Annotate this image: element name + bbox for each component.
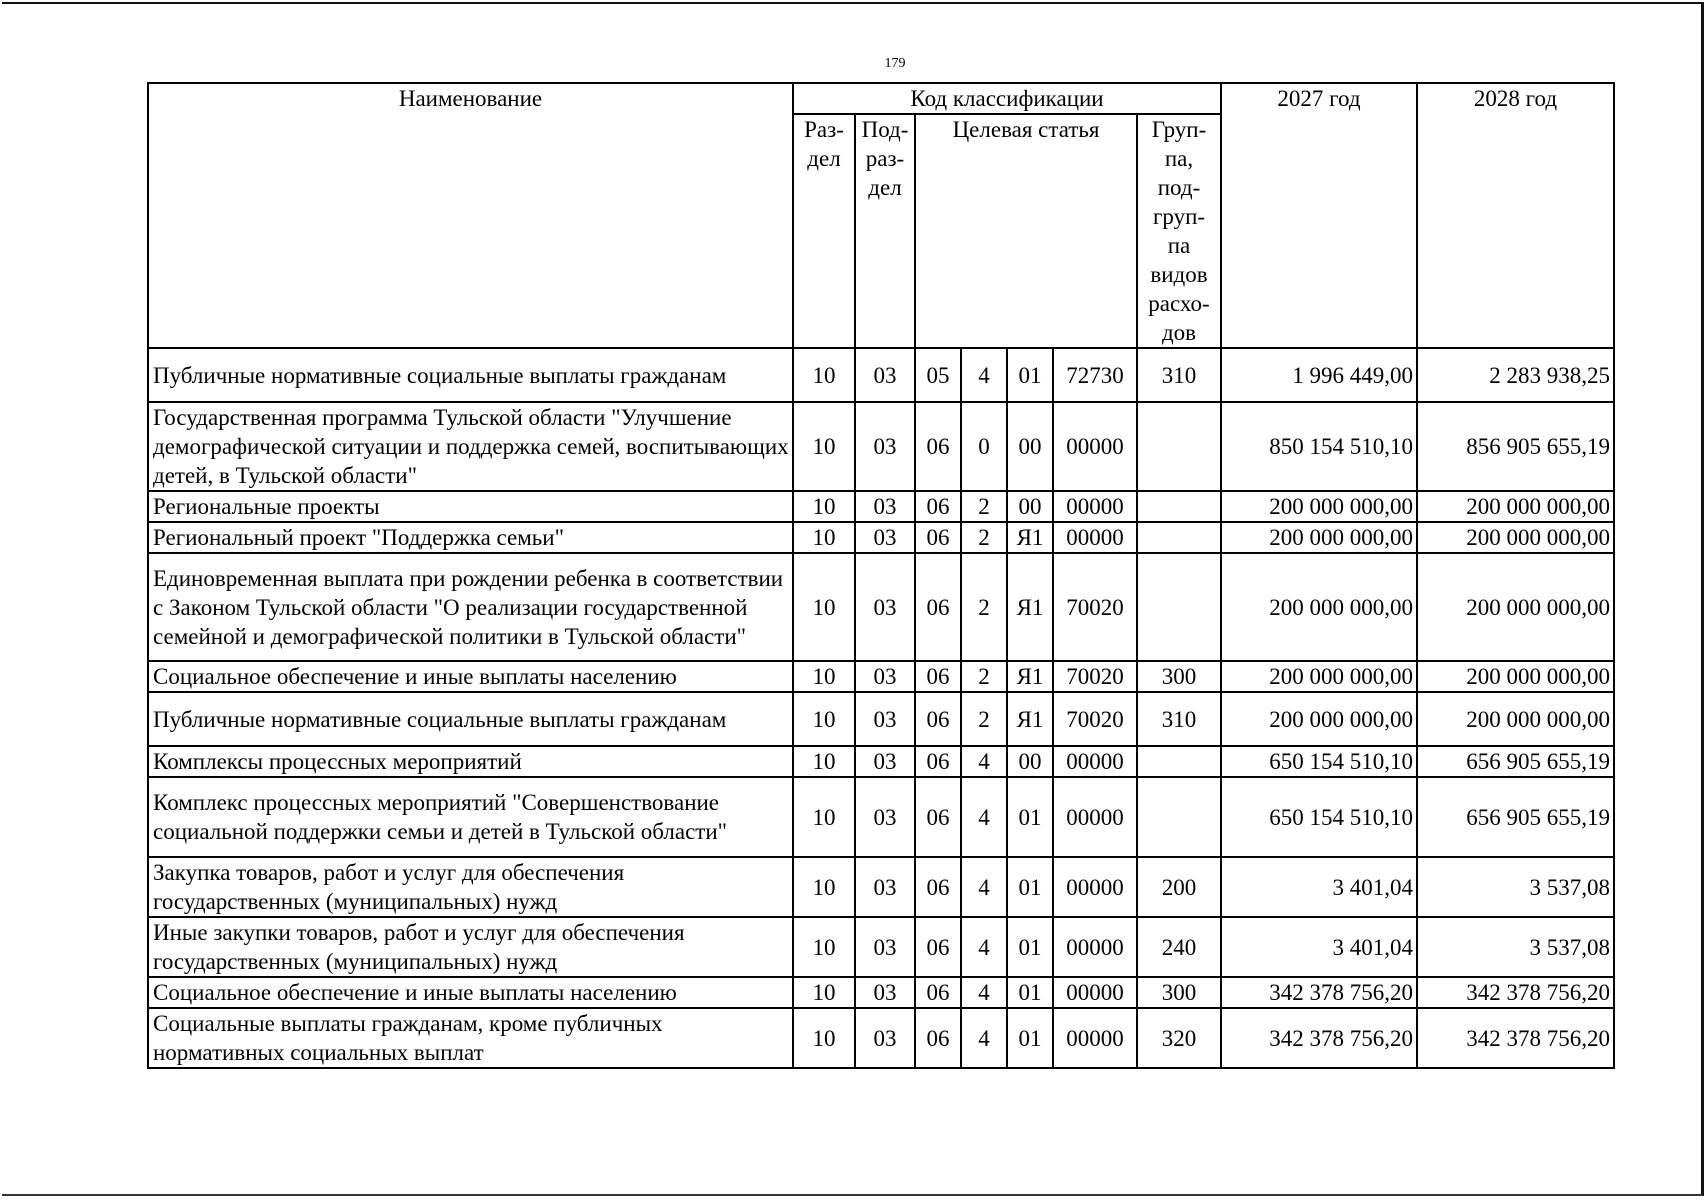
cell-razdel: 10 xyxy=(793,746,855,777)
cell-amount-2027: 342 378 756,20 xyxy=(1221,977,1417,1008)
cell-amount-2027: 650 154 510,10 xyxy=(1221,777,1417,857)
table-row xyxy=(148,857,1614,917)
cell-target-structural: 01 xyxy=(1007,977,1053,1008)
header-name: Наименование xyxy=(148,83,793,348)
cell-amount-2027: 1 996 449,00 xyxy=(1221,348,1417,402)
table-row xyxy=(148,692,1614,746)
row-name: Комплекс процессных мероприятий "Совершенствование социальной поддержки семьи и детей в Тульской области" xyxy=(148,777,793,857)
cell-razdel: 10 xyxy=(793,522,855,553)
cell-amount-2028: 200 000 000,00 xyxy=(1417,692,1614,746)
cell-amount-2027: 850 154 510,10 xyxy=(1221,402,1417,491)
row-name: Комплексы процессных мероприятий xyxy=(148,746,793,777)
cell-target-structural: 00 xyxy=(1007,491,1053,522)
table-row xyxy=(148,522,1614,553)
row-name: Социальное обеспечение и иные выплаты населению xyxy=(148,977,793,1008)
cell-target-direction: 00000 xyxy=(1053,917,1137,977)
cell-expense-group: 240 xyxy=(1137,917,1221,977)
row-name: Социальные выплаты гражданам, кроме публичных нормативных социальных выплат xyxy=(148,1008,793,1068)
cell-target-structural: Я1 xyxy=(1007,692,1053,746)
header-year-2028: 2028 год xyxy=(1417,83,1614,348)
cell-expense-group: 300 xyxy=(1137,977,1221,1008)
cell-target-program: 06 xyxy=(915,746,961,777)
cell-expense-group: 300 xyxy=(1137,661,1221,692)
cell-target-type: 4 xyxy=(961,746,1007,777)
cell-target-program: 05 xyxy=(915,348,961,402)
cell-target-structural: 01 xyxy=(1007,777,1053,857)
cell-podrazdel: 03 xyxy=(855,1008,915,1068)
header-year-2027: 2027 год xyxy=(1221,83,1417,348)
cell-target-direction: 00000 xyxy=(1053,402,1137,491)
cell-razdel: 10 xyxy=(793,661,855,692)
cell-amount-2027: 342 378 756,20 xyxy=(1221,1008,1417,1068)
cell-expense-group xyxy=(1137,522,1221,553)
table-row xyxy=(148,553,1614,661)
cell-target-structural: Я1 xyxy=(1007,553,1053,661)
cell-target-program: 06 xyxy=(915,491,961,522)
row-name: Публичные нормативные социальные выплаты гражданам xyxy=(148,692,793,746)
cell-amount-2027: 3 401,04 xyxy=(1221,857,1417,917)
table-row xyxy=(148,777,1614,857)
cell-target-structural: 00 xyxy=(1007,402,1053,491)
cell-razdel: 10 xyxy=(793,491,855,522)
cell-target-program: 06 xyxy=(915,1008,961,1068)
cell-amount-2028: 200 000 000,00 xyxy=(1417,553,1614,661)
cell-target-direction: 00000 xyxy=(1053,857,1137,917)
cell-amount-2028: 200 000 000,00 xyxy=(1417,661,1614,692)
cell-target-type: 2 xyxy=(961,522,1007,553)
cell-target-direction: 00000 xyxy=(1053,1008,1137,1068)
cell-target-structural: 01 xyxy=(1007,917,1053,977)
cell-amount-2028: 3 537,08 xyxy=(1417,857,1614,917)
row-name: Иные закупки товаров, работ и услуг для обеспечения государственных (муниципальных) нужд xyxy=(148,917,793,977)
cell-target-program: 06 xyxy=(915,857,961,917)
table-row xyxy=(148,491,1614,522)
cell-podrazdel: 03 xyxy=(855,746,915,777)
cell-target-direction: 00000 xyxy=(1053,522,1137,553)
row-name: Публичные нормативные социальные выплаты гражданам xyxy=(148,348,793,402)
header-row xyxy=(148,83,1614,114)
cell-target-program: 06 xyxy=(915,661,961,692)
cell-expense-group: 200 xyxy=(1137,857,1221,917)
cell-target-direction: 72730 xyxy=(1053,348,1137,402)
cell-razdel: 10 xyxy=(793,777,855,857)
cell-amount-2027: 200 000 000,00 xyxy=(1221,491,1417,522)
cell-amount-2027: 3 401,04 xyxy=(1221,917,1417,977)
row-name: Региональные проекты xyxy=(148,491,793,522)
cell-target-direction: 70020 xyxy=(1053,692,1137,746)
table-row xyxy=(148,1008,1614,1068)
cell-target-program: 06 xyxy=(915,522,961,553)
table-row xyxy=(148,348,1614,402)
cell-target-type: 4 xyxy=(961,917,1007,977)
table-row xyxy=(148,661,1614,692)
cell-target-program: 06 xyxy=(915,402,961,491)
cell-target-type: 4 xyxy=(961,857,1007,917)
cell-target-program: 06 xyxy=(915,777,961,857)
cell-target-direction: 70020 xyxy=(1053,661,1137,692)
cell-razdel: 10 xyxy=(793,553,855,661)
cell-amount-2027: 200 000 000,00 xyxy=(1221,522,1417,553)
cell-target-direction: 00000 xyxy=(1053,977,1137,1008)
cell-target-type: 2 xyxy=(961,692,1007,746)
cell-amount-2027: 200 000 000,00 xyxy=(1221,553,1417,661)
cell-razdel: 10 xyxy=(793,348,855,402)
table-row xyxy=(148,746,1614,777)
cell-amount-2028: 2 283 938,25 xyxy=(1417,348,1614,402)
cell-amount-2028: 856 905 655,19 xyxy=(1417,402,1614,491)
cell-expense-group: 320 xyxy=(1137,1008,1221,1068)
cell-podrazdel: 03 xyxy=(855,553,915,661)
cell-razdel: 10 xyxy=(793,692,855,746)
cell-amount-2028: 656 905 655,19 xyxy=(1417,746,1614,777)
cell-expense-group xyxy=(1137,777,1221,857)
cell-target-type: 4 xyxy=(961,977,1007,1008)
cell-razdel: 10 xyxy=(793,857,855,917)
cell-podrazdel: 03 xyxy=(855,692,915,746)
cell-amount-2027: 200 000 000,00 xyxy=(1221,692,1417,746)
table-row xyxy=(148,917,1614,977)
cell-podrazdel: 03 xyxy=(855,917,915,977)
table-row xyxy=(148,977,1614,1008)
cell-target-direction: 00000 xyxy=(1053,777,1137,857)
cell-amount-2028: 342 378 756,20 xyxy=(1417,1008,1614,1068)
cell-target-structural: Я1 xyxy=(1007,661,1053,692)
cell-target-type: 2 xyxy=(961,553,1007,661)
cell-target-type: 0 xyxy=(961,402,1007,491)
cell-podrazdel: 03 xyxy=(855,348,915,402)
cell-target-structural: Я1 xyxy=(1007,522,1053,553)
cell-target-structural: 01 xyxy=(1007,348,1053,402)
cell-expense-group xyxy=(1137,746,1221,777)
cell-target-type: 4 xyxy=(961,777,1007,857)
header-target: Целевая статья xyxy=(915,114,1137,348)
cell-target-program: 06 xyxy=(915,917,961,977)
cell-podrazdel: 03 xyxy=(855,977,915,1008)
cell-podrazdel: 03 xyxy=(855,522,915,553)
row-name: Единовременная выплата при рождении ребенка в соответствии с Законом Тульской области "О реализации государственной семейной и демографической политики в Тульской области" xyxy=(148,553,793,661)
cell-target-program: 06 xyxy=(915,553,961,661)
cell-expense-group xyxy=(1137,553,1221,661)
header-razdel: Раз- дел xyxy=(793,114,855,348)
cell-target-program: 06 xyxy=(915,977,961,1008)
cell-expense-group xyxy=(1137,402,1221,491)
cell-razdel: 10 xyxy=(793,917,855,977)
cell-podrazdel: 03 xyxy=(855,491,915,522)
header-group: Груп- па, под- груп- па видов расхо- дов xyxy=(1137,114,1221,348)
cell-podrazdel: 03 xyxy=(855,857,915,917)
cell-podrazdel: 03 xyxy=(855,777,915,857)
cell-amount-2027: 200 000 000,00 xyxy=(1221,661,1417,692)
cell-expense-group xyxy=(1137,491,1221,522)
cell-target-type: 4 xyxy=(961,348,1007,402)
cell-expense-group: 310 xyxy=(1137,692,1221,746)
cell-target-type: 4 xyxy=(961,1008,1007,1068)
cell-target-structural: 01 xyxy=(1007,1008,1053,1068)
cell-razdel: 10 xyxy=(793,402,855,491)
cell-expense-group: 310 xyxy=(1137,348,1221,402)
cell-razdel: 10 xyxy=(793,1008,855,1068)
header-podrazdel: Под- раз- дел xyxy=(855,114,915,348)
cell-amount-2028: 656 905 655,19 xyxy=(1417,777,1614,857)
cell-target-program: 06 xyxy=(915,692,961,746)
cell-razdel: 10 xyxy=(793,977,855,1008)
cell-target-type: 2 xyxy=(961,491,1007,522)
cell-target-structural: 01 xyxy=(1007,857,1053,917)
cell-target-type: 2 xyxy=(961,661,1007,692)
cell-amount-2027: 650 154 510,10 xyxy=(1221,746,1417,777)
cell-target-direction: 00000 xyxy=(1053,491,1137,522)
cell-podrazdel: 03 xyxy=(855,402,915,491)
row-name: Государственная программа Тульской области "Улучшение демографической ситуации и поддержка семей, воспитывающих детей, в Тульской области" xyxy=(148,402,793,491)
page-number: 179 xyxy=(884,56,906,71)
cell-podrazdel: 03 xyxy=(855,661,915,692)
budget-table xyxy=(147,82,1615,1069)
cell-target-direction: 70020 xyxy=(1053,553,1137,661)
row-name: Социальное обеспечение и иные выплаты населению xyxy=(148,661,793,692)
cell-amount-2028: 200 000 000,00 xyxy=(1417,522,1614,553)
row-name: Региональный проект "Поддержка семьи" xyxy=(148,522,793,553)
cell-amount-2028: 200 000 000,00 xyxy=(1417,491,1614,522)
cell-amount-2028: 3 537,08 xyxy=(1417,917,1614,977)
table-row xyxy=(148,402,1614,491)
cell-target-structural: 00 xyxy=(1007,746,1053,777)
header-code-group: Код классификации xyxy=(793,83,1221,114)
row-name: Закупка товаров, работ и услуг для обеспечения государственных (муниципальных) нужд xyxy=(148,857,793,917)
cell-amount-2028: 342 378 756,20 xyxy=(1417,977,1614,1008)
cell-target-direction: 00000 xyxy=(1053,746,1137,777)
